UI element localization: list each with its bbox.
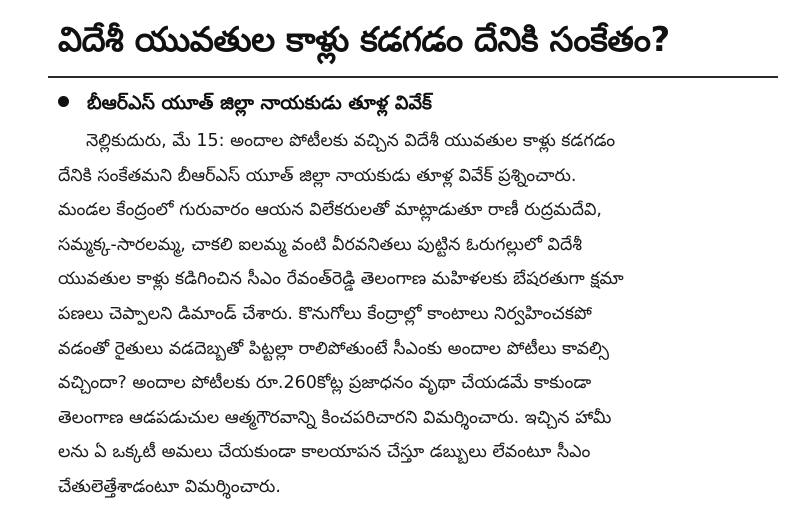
body-line: వడంతో రైతులు వడదెబ్బతో పిట్టల్లా రాలిపోతుంటే సీఎంకు అందాల పోటీలు కావల్సి bbox=[58, 338, 609, 359]
bullet-icon bbox=[58, 96, 69, 107]
body-line: నెల్లికుదురు, మే 15: అందాల పోటీలకు వచ్చిన విదేశీ యువతుల కాళ్లు కడగడం bbox=[86, 131, 616, 151]
body-line: పణలు చెప్పాలని డిమాండ్ చేశారు. కొనుగోలు కేంద్రాల్లో కాంటాలు నిర్వహించకపో bbox=[58, 303, 592, 324]
body-line: చేతులెత్తేశాడంటూ విమర్శించారు. bbox=[58, 476, 281, 497]
body-line: తెలంగాణ ఆడపడుచుల ఆత్మగౌరవాన్ని కించపరిచారని విమర్శించారు. ఇచ్చిన హామీ bbox=[58, 407, 612, 428]
article-body bbox=[58, 124, 788, 505]
headline-divider bbox=[48, 76, 778, 78]
article-subheadline bbox=[58, 88, 778, 118]
body-line: దేనికి సంకేతమని బీఆర్ఎస్ యూత్ జిల్లా నాయకుడు తూళ్ల వివేక్ ప్రశ్నించారు. bbox=[58, 165, 577, 186]
body-line: మండల కేంద్రంలో గురువారం ఆయన విలేకరులతో మాట్లాడుతూ రాణీ రుద్రమదేవి, bbox=[58, 200, 602, 221]
body-line: యువతుల కాళ్లు కడిగించిన సీఎం రేవంత్‌రెడ్డి తెలంగాణ మహిళలకు బేషరతుగా క్షమా bbox=[58, 269, 624, 290]
subheadline-text: బీఆర్ఎస్ యూత్ జిల్లా నాయకుడు తూళ్ల వివేక్ bbox=[87, 92, 432, 114]
article-headline: విదేశీ యువతుల కాళ్లు కడగడం దేనికి సంకేతం? bbox=[58, 20, 670, 60]
body-line: సమ్మక్క-సారలమ్మ, చాకలి ఐలమ్మ వంటి వీరవనితలు పుట్టిన ఓరుగల్లులో విదేశీ bbox=[58, 234, 582, 255]
body-line: వచ్చిందా? అందాల పోటీలకు రూ.260కోట్ల ప్రజాధనం వృథా చేయడమే కాకుండా bbox=[58, 373, 592, 394]
body-line: లను ఏ ఒక్కటీ అమలు చేయకుండా కాలయాపన చేస్తూ డబ్బులు లేవంటూ సీఎం bbox=[58, 442, 591, 463]
